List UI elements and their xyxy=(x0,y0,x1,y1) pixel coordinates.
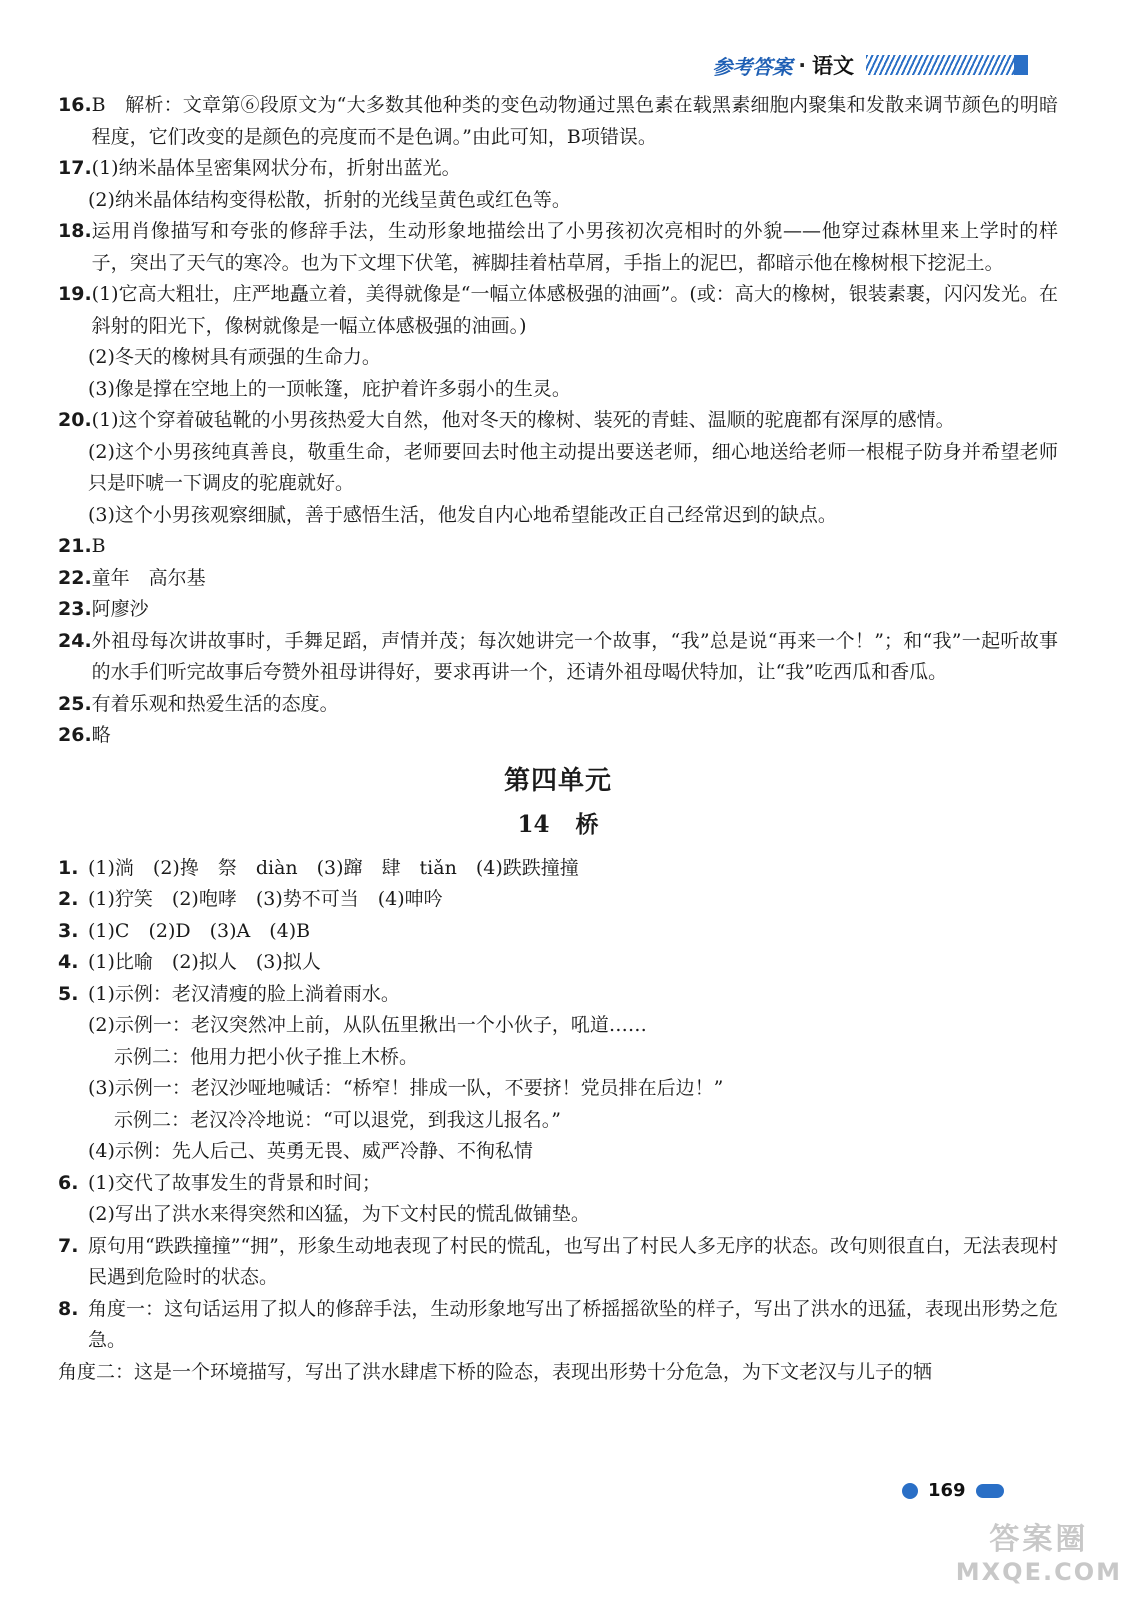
answer-item xyxy=(58,531,1058,563)
answer-number: 16. xyxy=(58,94,92,116)
answer-line: (2)纳米晶体结构变得松散，折射的光线呈黄色或红色等。 xyxy=(88,188,571,211)
answer-number-spacer xyxy=(58,437,88,500)
answers-section-1 xyxy=(58,90,1058,752)
header-subject: 语文 xyxy=(812,54,854,78)
answer-number: 21. xyxy=(58,535,92,557)
answer-number: 24. xyxy=(58,629,92,652)
header-brand: 参考答案 xyxy=(712,54,793,79)
answer-item xyxy=(58,1294,1058,1357)
answer-item xyxy=(58,916,1058,948)
answer-item xyxy=(58,626,1058,689)
answer-line: 示例二：老汉冷冷地说：“可以退党，到我这儿报名。” xyxy=(114,1108,561,1131)
answer-number: 1. xyxy=(58,856,79,879)
answer-item xyxy=(58,405,1058,531)
answer-number-spacer xyxy=(58,1199,88,1231)
answer-number: 6. xyxy=(58,1171,79,1194)
answer-number: 4. xyxy=(58,951,79,973)
lesson-title xyxy=(58,809,1058,841)
answer-number: 8. xyxy=(58,1297,79,1320)
answer-line: (1)交代了故事发生的背景和时间； xyxy=(88,1171,381,1194)
answer-number: 23. xyxy=(58,598,92,620)
answer-line: (1)这个穿着破毡靴的小男孩热爱大自然，他对冬天的橡树、装死的青蛙、温顺的驼鹿都有深厚的感情。 xyxy=(91,409,955,431)
page-dot-icon xyxy=(976,1484,1004,1498)
answer-line: (2)写出了洪水来得突然和凶猛，为下文村民的慌乱做铺垫。 xyxy=(88,1203,590,1225)
answer-line: (1)纳米晶体呈密集网状分布，折射出蓝光。 xyxy=(91,157,461,179)
page-header xyxy=(712,50,1028,80)
answer-line: (1)淌 (2)搀 祭 diàn (3)蹿 肆 tiǎn (4)跌跌撞撞 xyxy=(88,856,579,879)
answer-line: 外祖母每次讲故事时，手舞足蹈，声情并茂；每次她讲完一个故事，“我”总是说“再来一个！”；和“我”一起听故事的水手们听完故事后夸赞外祖母讲得好，要求再讲一个，还请外祖母喝伏特加，让“我”吃西瓜和香瓜。 xyxy=(91,629,1058,683)
page-number xyxy=(902,1480,1004,1501)
answer-line: (1)它高大粗壮，庄严地矗立着，美得就像是“一幅立体感极强的油画”。(或：高大的橡树，银装素裹，闪闪发光。在斜射的阳光下，像树就像是一幅立体感极强的油画。) xyxy=(91,283,1058,337)
answer-item xyxy=(58,216,1058,279)
answer-item xyxy=(58,90,1058,153)
page-dot-icon xyxy=(902,1483,918,1499)
answer-number: 3. xyxy=(58,919,79,942)
answer-line: 运用肖像描写和夸张的修辞手法，生动形象地描绘出了小男孩初次亮相时的外貌——他穿过森林里来上学时的样子，突出了天气的寒冷。也为下文埋下伏笔，裤脚挂着枯草屑，手指上的泥巴，都暗示他在橡树根下挖泥土。 xyxy=(91,220,1058,274)
answer-item xyxy=(58,1231,1058,1294)
answer-line: (1)C (2)D (3)A (4)B xyxy=(88,919,311,942)
watermark xyxy=(956,1514,1122,1586)
answer-item xyxy=(58,279,1058,405)
page-number-text: 169 xyxy=(928,1480,966,1501)
answer-item xyxy=(58,979,1058,1168)
answer-line: B 解析：文章第⑥段原文为“大多数其他种类的变色动物通过黑色素在载黑素细胞内聚集和发散来调节颜色的明暗程度，它们改变的是颜色的亮度而不是色调。”由此可知，B项错误。 xyxy=(91,94,1058,148)
unit-title: 第四单元 xyxy=(503,765,612,796)
answer-line: 示例二：他用力把小伙子推上木桥。 xyxy=(114,1045,419,1068)
answer-line: 有着乐观和热爱生活的态度。 xyxy=(91,692,339,715)
answer-line: (2)冬天的橡树具有顽强的生命力。 xyxy=(88,346,381,368)
answer-item xyxy=(58,594,1058,626)
answer-line: (2)示例一：老汉突然冲上前，从队伍里揪出一个小伙子，吼道…… xyxy=(88,1014,647,1036)
answer-line: 角度二：这是一个环境描写，写出了洪水肆虐下桥的险态，表现出形势十分危急，为下文老汉与儿子的牺 xyxy=(58,1360,933,1383)
answer-line: (3)像是撑在空地上的一顶帐篷，庇护着许多弱小的生灵。 xyxy=(88,377,571,400)
answer-content xyxy=(58,90,1058,1388)
answer-number: 17. xyxy=(58,157,92,179)
answer-item xyxy=(58,563,1058,595)
answer-line: (4)示例：先人后己、英勇无畏、威严冷静、不徇私情 xyxy=(88,1140,533,1162)
answer-item xyxy=(58,720,1058,752)
answer-line: (1)比喻 (2)拟人 (3)拟人 xyxy=(88,951,321,973)
answer-number-spacer xyxy=(58,500,88,532)
answer-line: B xyxy=(91,535,106,557)
header-stripe-decoration xyxy=(866,55,1028,75)
answer-item xyxy=(58,884,1058,916)
answer-number: 25. xyxy=(58,692,92,715)
answer-line: (3)示例一：老汉沙哑地喊话：“桥窄！排成一队，不要挤！党员排在后边！” xyxy=(88,1077,724,1099)
answer-line: 角度一：这句话运用了拟人的修辞手法，生动形象地写出了桥摇摇欲坠的样子，写出了洪水的迅猛，表现出形势之危急。 xyxy=(88,1297,1058,1351)
answer-line: (1)狞笑 (2)咆哮 (3)势不可当 (4)呻吟 xyxy=(88,888,443,910)
answer-number: 26. xyxy=(58,724,92,746)
answer-item xyxy=(58,853,1058,885)
answer-line: 童年 高尔基 xyxy=(91,566,206,589)
answer-line: 略 xyxy=(91,724,111,746)
answer-number-spacer xyxy=(58,374,88,406)
answer-number: 5. xyxy=(58,982,79,1005)
answer-line: (1)示例：老汉清瘦的脸上淌着雨水。 xyxy=(88,982,400,1005)
watermark-top: 答案圈 xyxy=(989,1522,1089,1557)
header-dot: · xyxy=(798,53,806,77)
answer-number: 19. xyxy=(58,283,92,305)
answer-item xyxy=(58,1168,1058,1231)
answer-number: 22. xyxy=(58,566,92,589)
answer-number: 2. xyxy=(58,888,79,910)
answers-section-2 xyxy=(58,853,1058,979)
answer-line: 原句用“跌跌撞撞”“拥”，形象生动地表现了村民的慌乱，也写出了村民人多无序的状态。改句则很直白，无法表现村民遇到危险时的状态。 xyxy=(88,1234,1058,1288)
answer-line: 阿廖沙 xyxy=(91,598,149,620)
watermark-bottom: MXQE.COM xyxy=(955,1558,1122,1586)
lesson-name: 桥 xyxy=(575,811,599,838)
answer-line: (3)这个小男孩观察细腻，善于感悟生活，他发自内心地希望能改正自己经常迟到的缺点。 xyxy=(88,503,837,526)
answer-number: 7. xyxy=(58,1234,79,1257)
answer-item xyxy=(58,689,1058,721)
answer-item xyxy=(58,947,1058,979)
answer-item xyxy=(58,153,1058,216)
lesson-number: 14 xyxy=(517,811,550,838)
answer-number: 18. xyxy=(58,220,92,242)
answer-number: 20. xyxy=(58,409,92,431)
answer-line: (2)这个小男孩纯真善良，敬重生命，老师要回去时他主动提出要送老师，细心地送给老师一根棍子防身并希望老师只是吓唬一下调皮的驼鹿就好。 xyxy=(88,440,1058,494)
answer-number-spacer xyxy=(58,342,88,374)
answer-number-spacer xyxy=(58,185,88,217)
answers-section-3 xyxy=(58,1168,1058,1357)
